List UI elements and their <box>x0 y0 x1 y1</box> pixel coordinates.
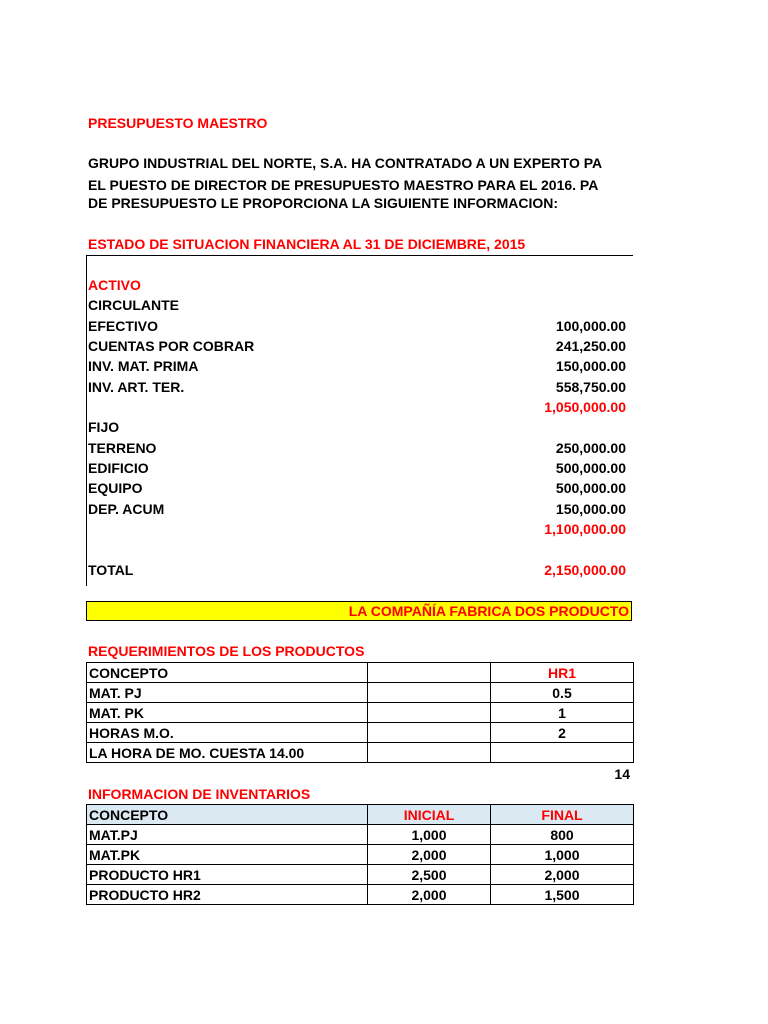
circulante-subtotal: 1,050,000.00 <box>544 399 626 415</box>
table-row <box>87 845 634 865</box>
balance-amount: 558,750.00 <box>555 379 626 395</box>
balance-row <box>88 379 628 399</box>
balance-label: DEP. ACUM <box>88 501 165 517</box>
header-cell <box>368 663 491 683</box>
balance-label: EDIFICIO <box>88 460 149 476</box>
balance-amount: 500,000.00 <box>555 480 626 496</box>
intro-line-3: DE PRESUPUESTO LE PROPORCIONA LA SIGUIENTE INFORMACION: <box>88 195 559 211</box>
table-row <box>87 723 634 743</box>
intro-line-1: GRUPO INDUSTRIAL DEL NORTE, S.A. HA CONTRATADO A UN EXPERTO PA <box>88 155 603 171</box>
balance-label: INV. MAT. PRIMA <box>88 358 199 374</box>
inventarios-table <box>86 804 634 905</box>
table-cell: 0.5 <box>491 683 634 703</box>
fijo-subtotal: 1,100,000.00 <box>544 521 626 537</box>
balance-row <box>88 440 628 460</box>
header-cell: CONCEPTO <box>87 663 368 683</box>
table-cell: PRODUCTO HR2 <box>87 885 368 905</box>
table-row <box>87 865 634 885</box>
table-cell: 2,000 <box>368 885 491 905</box>
balance-label: TERRENO <box>88 440 157 456</box>
fijo-heading: FIJO <box>88 419 120 435</box>
balance-amount: 150,000.00 <box>555 501 626 517</box>
requerimientos-title: REQUERIMIENTOS DE LOS PRODUCTOS <box>88 643 365 659</box>
header-cell: CONCEPTO <box>87 805 368 825</box>
table-cell: LA HORA DE MO. CUESTA 14.00 <box>87 743 368 763</box>
table-cell: MAT. PK <box>87 703 368 723</box>
table-cell: 2,500 <box>368 865 491 885</box>
table-cell: 2 <box>491 723 634 743</box>
table-cell: 1 <box>491 703 634 723</box>
table-cell: 1,500 <box>491 885 634 905</box>
table-cell: 1,000 <box>368 825 491 845</box>
table-cell <box>368 703 491 723</box>
balance-amount: 100,000.00 <box>555 318 626 334</box>
total-row: TOTAL 2,150,000.00 <box>88 562 626 578</box>
balance-title: ESTADO DE SITUACION FINANCIERA AL 31 DE DICIEMBRE, 2015 <box>88 236 526 252</box>
table-header-row <box>87 805 634 825</box>
balance-row <box>88 501 628 521</box>
table-cell: MAT. PJ <box>87 683 368 703</box>
balance-label: EQUIPO <box>88 480 143 496</box>
header-cell: HR1 <box>491 663 634 683</box>
balance-amount: 250,000.00 <box>555 440 626 456</box>
balance-row <box>88 480 628 500</box>
table-cell <box>368 683 491 703</box>
table-cell: 1,000 <box>491 845 634 865</box>
table-header-row <box>87 663 634 683</box>
balance-row <box>88 358 628 378</box>
table-cell <box>368 723 491 743</box>
balance-amount: 500,000.00 <box>555 460 626 476</box>
table-cell <box>491 743 634 763</box>
balance-label: INV. ART. TER. <box>88 379 185 395</box>
table-row <box>87 743 634 763</box>
table-cell: HORAS M.O. <box>87 723 368 743</box>
table-row <box>87 703 634 723</box>
table-cell: 800 <box>491 825 634 845</box>
header-cell: INICIAL <box>368 805 491 825</box>
table-cell: MAT.PJ <box>87 825 368 845</box>
requerimientos-table <box>86 662 634 763</box>
labor-cost-value: 14 <box>614 766 630 782</box>
table-cell: PRODUCTO HR1 <box>87 865 368 885</box>
balance-amount: 241,250.00 <box>555 338 626 354</box>
balance-row <box>88 460 628 480</box>
balance-label: CUENTAS POR COBRAR <box>88 338 255 354</box>
products-banner: LA COMPAÑÍA FABRICA DOS PRODUCTO <box>86 601 632 621</box>
table-cell: 2,000 <box>368 845 491 865</box>
table-row <box>87 825 634 845</box>
activo-heading: ACTIVO <box>88 277 141 293</box>
circulante-heading: CIRCULANTE <box>88 297 179 313</box>
balance-label: EFECTIVO <box>88 318 159 334</box>
intro-line-2: EL PUESTO DE DIRECTOR DE PRESUPUESTO MAESTRO PARA EL 2016. PA <box>88 177 599 193</box>
table-row <box>87 683 634 703</box>
table-cell <box>368 743 491 763</box>
balance-amount: 150,000.00 <box>555 358 626 374</box>
page-title: PRESUPUESTO MAESTRO <box>88 115 268 131</box>
balance-row <box>88 318 628 338</box>
table-cell: 2,000 <box>491 865 634 885</box>
balance-row <box>88 338 628 358</box>
header-cell: FINAL <box>491 805 634 825</box>
inventarios-title: INFORMACION DE INVENTARIOS <box>88 786 311 802</box>
table-cell: MAT.PK <box>87 845 368 865</box>
table-row <box>87 885 634 905</box>
